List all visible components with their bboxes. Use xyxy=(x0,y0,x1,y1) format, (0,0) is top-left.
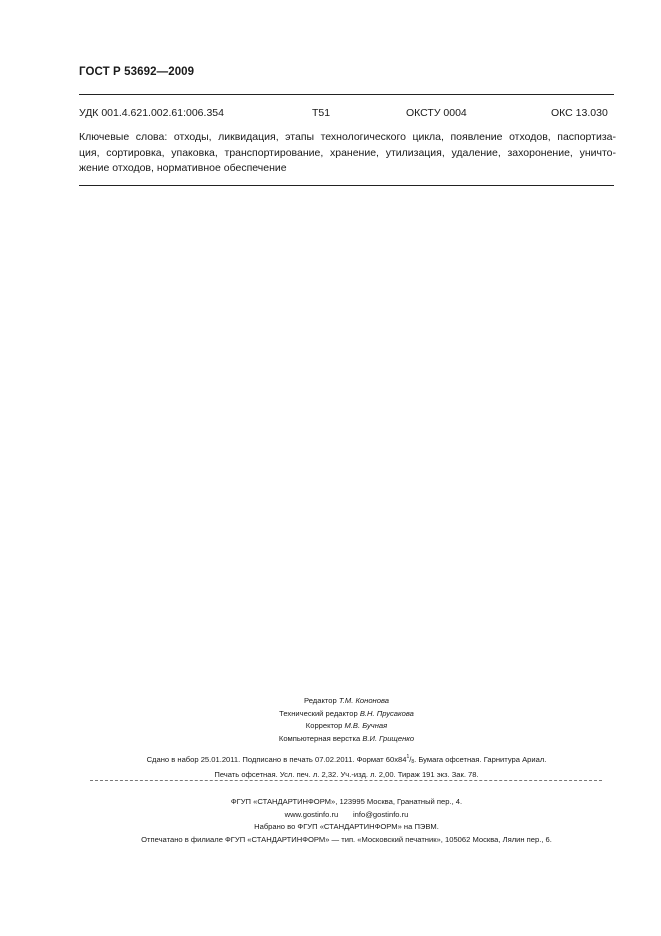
group-code: T51 xyxy=(312,107,331,119)
publisher-address: ФГУП «СТАНДАРТИНФОРМ», 123995 Москва, Гранатный пер., 4. xyxy=(230,797,463,806)
credit-label: Технический редактор xyxy=(279,708,358,718)
printing-note: Отпечатано в филиале ФГУП «СТАНДАРТИНФОРМ» — тип. «Московский печатник», 105062 Москва, Лялин пер., 6. xyxy=(141,834,552,844)
oks-code: ОКС 13.030 xyxy=(551,107,608,119)
typeset-note: Набрано во ФГУП «СТАНДАРТИНФОРМ» на ПЭВМ. xyxy=(254,822,439,831)
credit-label: Компьютерная верстка xyxy=(278,733,361,743)
print-info-text: Сдано в набор 25.01.2011. Подписано в печать 07.02.2011. Формат 60x84 xyxy=(146,755,407,764)
credit-name: В.Н. Прусакова xyxy=(359,708,414,718)
credit-editor xyxy=(79,695,614,708)
credit-tech-editor xyxy=(79,708,614,721)
keywords-line-2: ция, сортировка, упаковка, транспортирование, хранение, утилизация, удаление, захоронение, уничто- xyxy=(79,146,616,159)
credit-label: Корректор xyxy=(305,721,343,730)
credits-block xyxy=(79,695,614,745)
print-info-text: . Бумага офсетная. Гарнитура Ариал. xyxy=(414,755,547,764)
credit-name: М.В. Бучная xyxy=(344,721,388,730)
publisher-block xyxy=(79,796,614,846)
keywords-line-3: жение отходов, нормативное обеспечение xyxy=(79,162,287,174)
print-info-block xyxy=(79,751,614,781)
format-numerator: 1 xyxy=(406,754,410,760)
keywords-line-1: Ключевые слова: отходы, ликвидация, этапы технологического цикла, появление отходов, паспортиза- xyxy=(79,131,616,143)
udk-code: УДК 001.4.621.002.61:006.354 xyxy=(79,107,224,119)
credit-name: В.И. Грищенко xyxy=(362,733,415,743)
print-info-line-2: Печать офсетная. Усл. печ. л. 2,32. Уч.-изд. л. 2,00. Тираж 191 экз. Зак. 78. xyxy=(214,769,479,779)
credit-label: Редактор xyxy=(304,696,337,705)
keywords-bottom-rule xyxy=(79,185,614,186)
standard-number: ГОСТ Р 53692—2009 xyxy=(79,66,195,78)
top-rule xyxy=(79,94,614,95)
keywords-paragraph xyxy=(79,130,616,177)
okstu-code: ОКСТУ 0004 xyxy=(406,107,467,119)
publisher-email: info@gostinfo.ru xyxy=(352,809,409,819)
credit-corrector xyxy=(79,720,614,733)
publisher-contacts xyxy=(79,809,614,822)
publisher-website: www.gostinfo.ru xyxy=(284,809,339,819)
print-info-line-1: Сдано в набор 25.01.2011. Подписано в печать 07.02.2011. Формат $60x84^1/_8$. Бумага офсетная. Гарнитура Ариал. xyxy=(146,754,547,765)
credit-layout xyxy=(79,733,614,746)
format-denominator: 8 xyxy=(411,759,415,765)
credit-name: Т.М. Кононова xyxy=(338,696,389,705)
dotted-divider xyxy=(90,780,602,781)
